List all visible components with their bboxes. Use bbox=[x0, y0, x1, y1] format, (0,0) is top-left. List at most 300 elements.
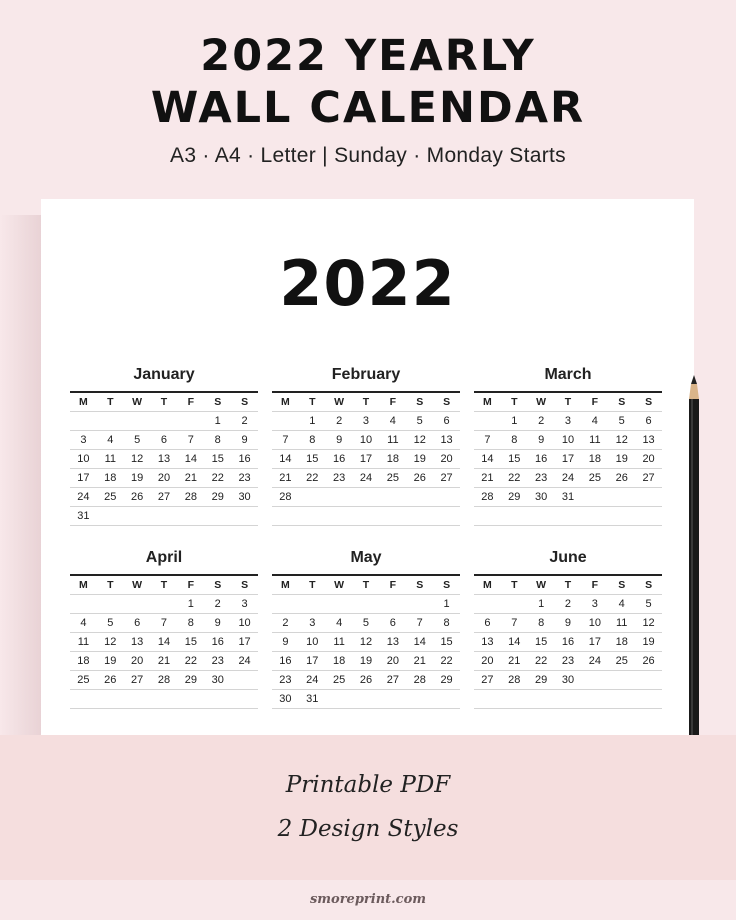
day-cell: 3 bbox=[231, 595, 258, 614]
day-cell: 7 bbox=[406, 614, 433, 633]
day-cell bbox=[608, 671, 635, 690]
day-cell: 24 bbox=[555, 469, 582, 488]
day-cell: 24 bbox=[231, 652, 258, 671]
day-cell: 31 bbox=[70, 507, 97, 526]
day-cell: 30 bbox=[555, 671, 582, 690]
day-cell: 8 bbox=[528, 614, 555, 633]
day-cell: 22 bbox=[204, 469, 231, 488]
day-cell bbox=[581, 690, 608, 709]
day-cell: 12 bbox=[97, 633, 124, 652]
day-cell bbox=[635, 507, 662, 526]
weekday-header: W bbox=[528, 576, 555, 595]
day-cell: 23 bbox=[204, 652, 231, 671]
day-cell: 12 bbox=[124, 450, 151, 469]
day-cell: 3 bbox=[581, 595, 608, 614]
day-cell: 5 bbox=[353, 614, 380, 633]
day-cell: 6 bbox=[433, 412, 460, 431]
day-cell bbox=[379, 488, 406, 507]
weekday-header: S bbox=[231, 576, 258, 595]
day-cell: 18 bbox=[97, 469, 124, 488]
day-cell: 29 bbox=[501, 488, 528, 507]
day-cell: 17 bbox=[581, 633, 608, 652]
month-march bbox=[474, 364, 662, 526]
day-cell: 26 bbox=[97, 671, 124, 690]
day-cell: 13 bbox=[474, 633, 501, 652]
day-cell: 13 bbox=[635, 431, 662, 450]
day-cell: 27 bbox=[433, 469, 460, 488]
day-cell: 29 bbox=[433, 671, 460, 690]
day-cell: 6 bbox=[379, 614, 406, 633]
day-cell: 30 bbox=[231, 488, 258, 507]
weekday-header: M bbox=[272, 393, 299, 412]
day-cell: 26 bbox=[635, 652, 662, 671]
day-cell bbox=[177, 412, 204, 431]
day-cell: 10 bbox=[231, 614, 258, 633]
weekday-header: W bbox=[124, 576, 151, 595]
header bbox=[0, 0, 736, 200]
weekday-header: S bbox=[608, 393, 635, 412]
day-cell: 20 bbox=[433, 450, 460, 469]
day-cell: 8 bbox=[204, 431, 231, 450]
day-cell: 18 bbox=[608, 633, 635, 652]
day-cell: 1 bbox=[501, 412, 528, 431]
day-cell: 19 bbox=[124, 469, 151, 488]
day-cell: 7 bbox=[177, 431, 204, 450]
day-cell bbox=[299, 595, 326, 614]
day-cell: 2 bbox=[326, 412, 353, 431]
day-grid bbox=[474, 576, 662, 709]
day-cell: 27 bbox=[474, 671, 501, 690]
weekday-header: T bbox=[151, 576, 178, 595]
day-cell: 17 bbox=[299, 652, 326, 671]
day-cell: 25 bbox=[379, 469, 406, 488]
weekday-header: S bbox=[433, 576, 460, 595]
day-cell bbox=[474, 507, 501, 526]
day-cell: 25 bbox=[326, 671, 353, 690]
day-cell bbox=[406, 690, 433, 709]
day-cell: 14 bbox=[406, 633, 433, 652]
weekday-header: W bbox=[124, 393, 151, 412]
day-cell: 19 bbox=[353, 652, 380, 671]
day-cell: 5 bbox=[635, 595, 662, 614]
day-cell bbox=[272, 412, 299, 431]
month-april bbox=[70, 547, 258, 709]
month-february bbox=[272, 364, 460, 526]
day-cell: 20 bbox=[151, 469, 178, 488]
day-cell bbox=[501, 595, 528, 614]
day-cell: 25 bbox=[581, 469, 608, 488]
day-grid bbox=[272, 393, 460, 526]
day-cell bbox=[272, 507, 299, 526]
day-cell bbox=[433, 507, 460, 526]
weekday-header: T bbox=[501, 576, 528, 595]
day-cell bbox=[151, 412, 178, 431]
calendar-year: 2022 bbox=[279, 247, 456, 320]
day-cell: 29 bbox=[528, 671, 555, 690]
day-cell bbox=[581, 671, 608, 690]
month-name: May bbox=[350, 549, 382, 566]
weekday-header: T bbox=[353, 393, 380, 412]
design-styles-text: 2 Design Styles bbox=[277, 816, 459, 842]
day-cell: 13 bbox=[433, 431, 460, 450]
day-cell bbox=[353, 690, 380, 709]
day-cell: 29 bbox=[204, 488, 231, 507]
weekday-header: T bbox=[555, 576, 582, 595]
day-cell: 15 bbox=[299, 450, 326, 469]
day-cell: 9 bbox=[555, 614, 582, 633]
day-cell bbox=[474, 595, 501, 614]
day-cell bbox=[326, 507, 353, 526]
weekday-header: W bbox=[528, 393, 555, 412]
day-cell: 21 bbox=[474, 469, 501, 488]
weekday-header: F bbox=[581, 393, 608, 412]
weekday-header: T bbox=[353, 576, 380, 595]
day-cell: 10 bbox=[353, 431, 380, 450]
day-cell: 1 bbox=[204, 412, 231, 431]
day-cell bbox=[474, 412, 501, 431]
day-cell: 18 bbox=[581, 450, 608, 469]
day-cell bbox=[528, 690, 555, 709]
day-cell: 4 bbox=[97, 431, 124, 450]
weekday-header: T bbox=[501, 393, 528, 412]
weekday-header: M bbox=[474, 393, 501, 412]
site-footer: smoreprint.com bbox=[0, 880, 736, 920]
day-cell bbox=[70, 595, 97, 614]
month-name: April bbox=[145, 549, 183, 566]
day-cell: 13 bbox=[379, 633, 406, 652]
weekday-header: M bbox=[474, 576, 501, 595]
day-cell: 2 bbox=[528, 412, 555, 431]
day-cell: 22 bbox=[433, 652, 460, 671]
day-cell: 12 bbox=[406, 431, 433, 450]
day-cell: 2 bbox=[272, 614, 299, 633]
weekday-header: S bbox=[635, 576, 662, 595]
day-cell: 10 bbox=[70, 450, 97, 469]
day-cell: 17 bbox=[353, 450, 380, 469]
day-cell: 11 bbox=[608, 614, 635, 633]
day-cell bbox=[379, 595, 406, 614]
day-cell bbox=[608, 507, 635, 526]
day-cell bbox=[326, 488, 353, 507]
day-cell bbox=[124, 412, 151, 431]
day-cell bbox=[124, 690, 151, 709]
day-cell bbox=[608, 488, 635, 507]
day-cell: 22 bbox=[299, 469, 326, 488]
day-cell: 28 bbox=[406, 671, 433, 690]
day-cell: 6 bbox=[635, 412, 662, 431]
day-cell: 23 bbox=[528, 469, 555, 488]
day-cell: 7 bbox=[272, 431, 299, 450]
day-cell: 17 bbox=[70, 469, 97, 488]
day-cell: 2 bbox=[555, 595, 582, 614]
weekday-header: T bbox=[299, 393, 326, 412]
day-cell: 16 bbox=[272, 652, 299, 671]
day-cell: 26 bbox=[406, 469, 433, 488]
day-cell: 30 bbox=[272, 690, 299, 709]
day-cell: 27 bbox=[124, 671, 151, 690]
month-name: February bbox=[331, 366, 401, 383]
day-cell: 9 bbox=[326, 431, 353, 450]
month-name: June bbox=[549, 549, 587, 566]
day-cell: 23 bbox=[272, 671, 299, 690]
day-cell bbox=[151, 690, 178, 709]
day-cell: 14 bbox=[474, 450, 501, 469]
day-cell: 18 bbox=[326, 652, 353, 671]
day-cell bbox=[433, 488, 460, 507]
day-cell bbox=[555, 690, 582, 709]
day-cell: 20 bbox=[379, 652, 406, 671]
day-cell bbox=[124, 507, 151, 526]
day-cell: 24 bbox=[70, 488, 97, 507]
day-cell: 4 bbox=[70, 614, 97, 633]
day-cell bbox=[501, 690, 528, 709]
day-cell bbox=[151, 595, 178, 614]
day-cell: 14 bbox=[501, 633, 528, 652]
day-cell: 24 bbox=[353, 469, 380, 488]
day-cell: 12 bbox=[635, 614, 662, 633]
day-cell bbox=[231, 671, 258, 690]
day-cell bbox=[353, 488, 380, 507]
day-cell bbox=[299, 488, 326, 507]
day-cell: 28 bbox=[177, 488, 204, 507]
day-cell bbox=[528, 507, 555, 526]
day-cell: 10 bbox=[299, 633, 326, 652]
day-cell: 23 bbox=[326, 469, 353, 488]
weekday-header: S bbox=[204, 576, 231, 595]
weekday-header: M bbox=[70, 576, 97, 595]
day-cell: 3 bbox=[299, 614, 326, 633]
day-cell bbox=[379, 507, 406, 526]
day-cell: 27 bbox=[151, 488, 178, 507]
day-cell: 30 bbox=[204, 671, 231, 690]
day-cell bbox=[231, 507, 258, 526]
day-cell: 5 bbox=[97, 614, 124, 633]
weekday-header: M bbox=[272, 576, 299, 595]
day-grid bbox=[70, 393, 258, 526]
day-cell bbox=[70, 412, 97, 431]
day-cell: 27 bbox=[379, 671, 406, 690]
day-cell: 22 bbox=[528, 652, 555, 671]
day-cell: 26 bbox=[124, 488, 151, 507]
day-cell bbox=[353, 507, 380, 526]
day-cell: 21 bbox=[272, 469, 299, 488]
day-grid bbox=[272, 576, 460, 709]
day-cell bbox=[151, 507, 178, 526]
day-cell: 29 bbox=[177, 671, 204, 690]
weekday-header: S bbox=[635, 393, 662, 412]
day-cell: 23 bbox=[231, 469, 258, 488]
day-cell bbox=[97, 690, 124, 709]
weekday-header: S bbox=[608, 576, 635, 595]
weekday-header: S bbox=[433, 393, 460, 412]
day-cell: 7 bbox=[151, 614, 178, 633]
day-cell bbox=[97, 595, 124, 614]
day-cell bbox=[70, 690, 97, 709]
day-cell: 28 bbox=[151, 671, 178, 690]
day-cell: 11 bbox=[326, 633, 353, 652]
day-cell bbox=[177, 690, 204, 709]
day-cell: 7 bbox=[501, 614, 528, 633]
weekday-header: S bbox=[231, 393, 258, 412]
weekday-header: F bbox=[177, 576, 204, 595]
day-cell: 21 bbox=[151, 652, 178, 671]
day-cell: 17 bbox=[231, 633, 258, 652]
title-line-1: 2022 YEARLY bbox=[200, 31, 536, 81]
day-cell: 13 bbox=[151, 450, 178, 469]
weekday-header: F bbox=[379, 393, 406, 412]
day-cell: 22 bbox=[177, 652, 204, 671]
day-cell: 6 bbox=[124, 614, 151, 633]
day-cell: 25 bbox=[608, 652, 635, 671]
day-cell: 8 bbox=[299, 431, 326, 450]
month-name: March bbox=[544, 366, 592, 383]
day-cell: 16 bbox=[528, 450, 555, 469]
day-cell: 4 bbox=[326, 614, 353, 633]
day-cell: 26 bbox=[353, 671, 380, 690]
day-cell: 11 bbox=[379, 431, 406, 450]
day-cell bbox=[204, 507, 231, 526]
day-cell: 19 bbox=[406, 450, 433, 469]
day-cell bbox=[608, 690, 635, 709]
day-cell: 2 bbox=[231, 412, 258, 431]
day-cell: 10 bbox=[555, 431, 582, 450]
day-cell: 20 bbox=[474, 652, 501, 671]
day-cell: 26 bbox=[608, 469, 635, 488]
day-cell bbox=[353, 595, 380, 614]
weekday-header: S bbox=[406, 393, 433, 412]
weekday-header: S bbox=[406, 576, 433, 595]
day-cell: 13 bbox=[124, 633, 151, 652]
day-cell bbox=[299, 507, 326, 526]
day-cell: 14 bbox=[272, 450, 299, 469]
day-cell: 15 bbox=[177, 633, 204, 652]
title-line-2: WALL CALENDAR bbox=[150, 83, 586, 133]
day-cell: 19 bbox=[635, 633, 662, 652]
weekday-header: F bbox=[177, 393, 204, 412]
day-cell: 11 bbox=[70, 633, 97, 652]
pencil-icon bbox=[686, 375, 702, 735]
day-cell bbox=[272, 595, 299, 614]
day-cell bbox=[231, 690, 258, 709]
day-cell: 10 bbox=[581, 614, 608, 633]
weekday-header: T bbox=[97, 576, 124, 595]
calendar-sheet bbox=[41, 199, 694, 735]
day-cell bbox=[433, 690, 460, 709]
day-cell: 15 bbox=[204, 450, 231, 469]
day-cell: 9 bbox=[204, 614, 231, 633]
day-cell bbox=[474, 690, 501, 709]
day-cell: 5 bbox=[608, 412, 635, 431]
day-cell: 16 bbox=[326, 450, 353, 469]
day-cell: 28 bbox=[272, 488, 299, 507]
day-cell: 22 bbox=[501, 469, 528, 488]
day-cell bbox=[97, 507, 124, 526]
day-cell bbox=[501, 507, 528, 526]
day-cell bbox=[379, 690, 406, 709]
weekday-header: W bbox=[326, 393, 353, 412]
day-cell: 11 bbox=[97, 450, 124, 469]
printable-pdf-text: Printable PDF bbox=[285, 772, 451, 798]
month-may bbox=[272, 547, 460, 709]
subtitle: A3 · A4 · Letter | Sunday · Monday Starts bbox=[170, 144, 566, 167]
day-grid bbox=[70, 576, 258, 709]
weekday-header: T bbox=[555, 393, 582, 412]
day-cell: 25 bbox=[97, 488, 124, 507]
day-cell: 30 bbox=[528, 488, 555, 507]
day-cell: 27 bbox=[635, 469, 662, 488]
day-cell: 1 bbox=[433, 595, 460, 614]
day-cell: 3 bbox=[555, 412, 582, 431]
day-cell: 15 bbox=[528, 633, 555, 652]
day-cell: 24 bbox=[581, 652, 608, 671]
weekday-header: S bbox=[204, 393, 231, 412]
day-cell: 20 bbox=[635, 450, 662, 469]
month-name: January bbox=[133, 366, 195, 383]
day-cell: 14 bbox=[151, 633, 178, 652]
day-cell bbox=[635, 671, 662, 690]
day-cell: 6 bbox=[151, 431, 178, 450]
day-cell bbox=[406, 488, 433, 507]
day-cell bbox=[581, 507, 608, 526]
day-cell: 4 bbox=[608, 595, 635, 614]
weekday-header: F bbox=[379, 576, 406, 595]
weekday-header: T bbox=[151, 393, 178, 412]
day-cell bbox=[635, 690, 662, 709]
day-cell: 16 bbox=[231, 450, 258, 469]
day-cell: 28 bbox=[501, 671, 528, 690]
day-cell: 20 bbox=[124, 652, 151, 671]
weekday-header: T bbox=[299, 576, 326, 595]
month-january bbox=[70, 364, 258, 526]
weekday-header: W bbox=[326, 576, 353, 595]
day-cell: 17 bbox=[555, 450, 582, 469]
day-cell: 4 bbox=[379, 412, 406, 431]
day-cell: 16 bbox=[555, 633, 582, 652]
day-cell: 19 bbox=[97, 652, 124, 671]
day-cell: 1 bbox=[177, 595, 204, 614]
day-cell bbox=[326, 595, 353, 614]
day-cell: 5 bbox=[406, 412, 433, 431]
day-cell bbox=[97, 412, 124, 431]
day-cell: 14 bbox=[177, 450, 204, 469]
weekday-header: T bbox=[97, 393, 124, 412]
day-cell: 21 bbox=[406, 652, 433, 671]
day-grid bbox=[474, 393, 662, 526]
day-cell: 2 bbox=[204, 595, 231, 614]
day-cell: 15 bbox=[501, 450, 528, 469]
day-cell bbox=[177, 507, 204, 526]
day-cell: 19 bbox=[608, 450, 635, 469]
day-cell: 3 bbox=[353, 412, 380, 431]
day-cell: 24 bbox=[299, 671, 326, 690]
day-cell bbox=[406, 507, 433, 526]
day-cell: 4 bbox=[581, 412, 608, 431]
day-cell bbox=[406, 595, 433, 614]
day-cell: 12 bbox=[353, 633, 380, 652]
day-cell bbox=[635, 488, 662, 507]
day-cell: 23 bbox=[555, 652, 582, 671]
day-cell: 7 bbox=[474, 431, 501, 450]
page-title bbox=[0, 0, 736, 134]
day-cell: 31 bbox=[555, 488, 582, 507]
day-cell: 9 bbox=[231, 431, 258, 450]
day-cell: 28 bbox=[474, 488, 501, 507]
day-cell: 1 bbox=[299, 412, 326, 431]
day-cell bbox=[124, 595, 151, 614]
day-cell: 11 bbox=[581, 431, 608, 450]
day-cell: 9 bbox=[272, 633, 299, 652]
day-cell bbox=[326, 690, 353, 709]
